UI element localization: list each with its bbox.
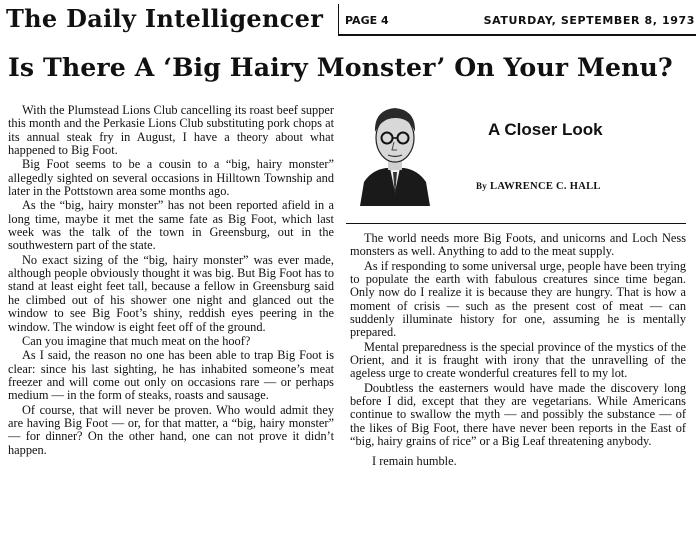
masthead-divider <box>338 4 339 34</box>
article-right-column <box>350 232 686 468</box>
paragraph: No exact sizing of the “big, hairy monster” was ever made, although people obviously thought it was big. But Big Foot has to stand at least eight feet tall, because a fellow in Greensburg said he climbed out of his shower one night and glanced out the window to see Big Foot’s shiny, reddish eyes peering in the window. The window is eight feet off of the ground. <box>8 252 334 334</box>
columnist-photo <box>352 96 438 206</box>
column-rule <box>346 223 686 224</box>
paragraph: With the Plumstead Lions Club cancelling its roast beef supper this month and the Perkasie Lions Club substituting pork chops at its annual steak fry in August, I have a theory about what happened to Big Foot. <box>8 103 334 158</box>
paragraph: As I said, the reason no one has been able to trap Big Foot is clear: since his last sighting, he has inhabited someone’s meat freezer and will come out only on occasions rare — or perhaps medium — in the form of steaks, roasts and sausage. <box>8 348 334 403</box>
issue-date: SATURDAY, SEPTEMBER 8, 1973 <box>483 13 695 27</box>
masthead-rule <box>338 34 696 36</box>
byline <box>476 181 601 192</box>
paragraph: Mental preparedness is the special province of the mystics of the Orient, and it is fraught with irony that the unravelling of the ageless urge to create wonderful creatures fell to my lot. <box>350 339 686 381</box>
byline-prefix: By <box>476 181 488 191</box>
paragraph: Big Foot seems to be a cousin to a “big, hairy monster” allegedly sighted on several occasions in Hilltown Township and later in the Pottstown area some months ago. <box>8 157 334 199</box>
closing-line: I remain humble. <box>372 453 457 468</box>
article-headline: Is There A ‘Big Hairy Monster’ On Your Menu? <box>8 52 673 82</box>
paragraph: Doubtless the easterners would have made the discovery long before I did, except that they are vegetarians. While Americans continue to swallow the myth — and possibly the substance — of the likes of Big Foot, there have never been reports in the East of “big, hairy grains of rice” or a Big Leaf threatening anybody. <box>350 380 686 449</box>
author-name: LAWRENCE C. HALL <box>490 181 601 192</box>
page-number: PAGE 4 <box>345 13 389 27</box>
article-left-column <box>8 104 334 457</box>
column-title: A Closer Look <box>488 120 603 139</box>
newspaper-masthead: The Daily Intelligencer <box>6 4 324 33</box>
page-info-bar <box>345 9 695 31</box>
paragraph: Can you imagine that much meat on the hoof? <box>22 333 251 348</box>
paragraph: As the “big, hairy monster” has not been reported afield in a long time, maybe it met the same fate as Big Foot, which last week was the talk of the town in Greensburg, out in the southwestern part of the state. <box>8 198 334 253</box>
paragraph: Of course, that will never be proven. Who would admit they are having Big Foot — or, for that matter, a “big, hairy monster” — for dinner? On the other hand, one can not prove it didn’t happen. <box>8 402 334 457</box>
paragraph: The world needs more Big Foots, and unicorns and Loch Ness monsters as well. Anything to add to the meat supply. <box>350 231 686 259</box>
paragraph: As if responding to some universal urge, people have been trying to populate the earth with fabulous creatures since time began. Only now do I realize it is because they are hungry. That is how a moment of crisis — such as the present cost of meat — can suddenly illuminate history for one, assuming he is mentally prepared. <box>350 258 686 340</box>
